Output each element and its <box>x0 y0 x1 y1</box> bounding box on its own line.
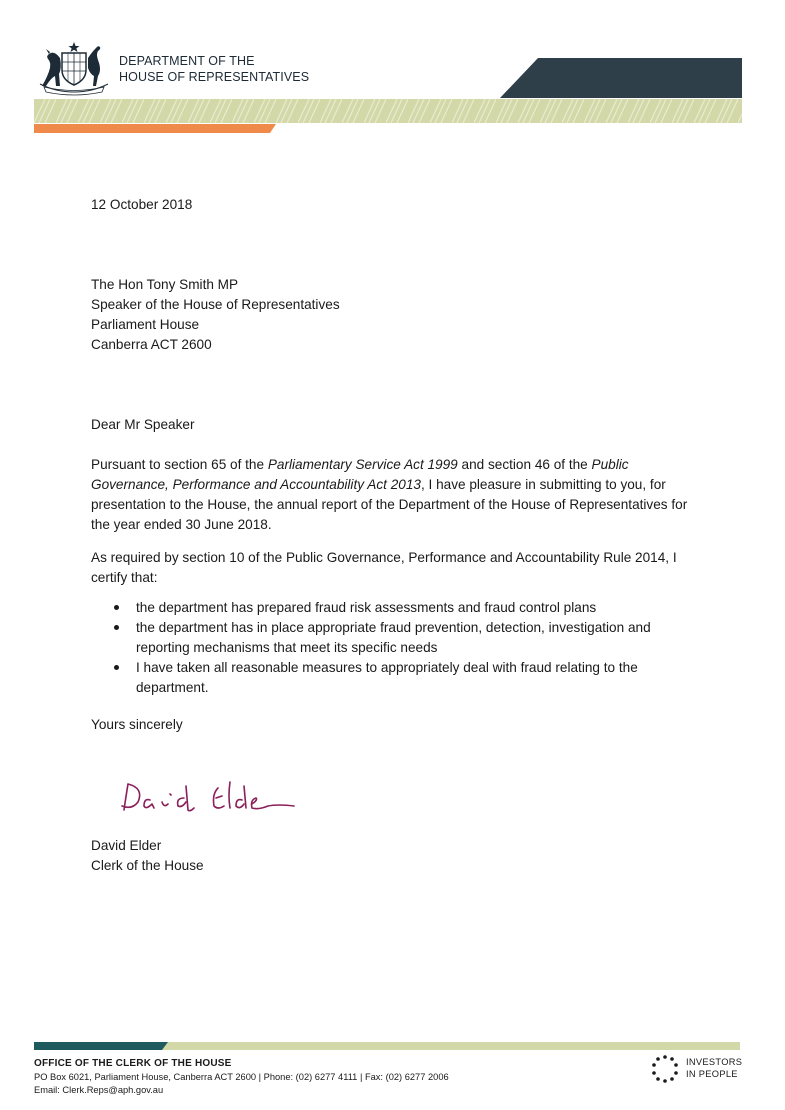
header-orange-stripe <box>34 124 276 133</box>
footer-decorative-band <box>34 1042 740 1050</box>
recipient-line: Parliament House <box>91 317 200 332</box>
para1-text: Pursuant to section 65 of the <box>91 457 268 472</box>
paragraph-certification: As required by section 10 of the Public Governance, Performance and Accountability Rule 2014, I certify that: <box>91 550 677 585</box>
investors-in-people-text <box>686 1056 742 1080</box>
salutation: Dear Mr Speaker <box>91 417 195 432</box>
header-decorative-band <box>34 99 742 123</box>
footer-contact <box>34 1057 449 1098</box>
recipient-address <box>91 275 340 355</box>
act-title-italic: Parliamentary Service Act 1999 <box>267 457 458 472</box>
list-item-text: I have taken all reasonable measures to appropriately deal with fraud relating to the department. <box>136 660 638 695</box>
signer-title: Clerk of the House <box>91 858 204 873</box>
department-line-1: DEPARTMENT OF THE <box>119 54 255 68</box>
list-item-text: the department has prepared fraud risk assessments and fraud control plans <box>136 600 597 615</box>
paragraph-submission <box>91 455 691 535</box>
list-item <box>91 598 691 618</box>
signer-name: David Elder <box>91 838 162 853</box>
recipient-line: The Hon Tony Smith MP <box>91 277 239 292</box>
act-title-italic: Public Governance, Performance and Accountability Act 2013 <box>91 457 629 492</box>
para1-text: , I have pleasure in submitting to you, for presentation to the House, the annual report of the Department of the House of Representatives for the year ended 30 June 2018. <box>91 477 688 532</box>
bullet-icon <box>114 605 119 610</box>
investors-in-people-logo-icon <box>650 1054 680 1084</box>
coat-of-arms-icon <box>36 40 112 96</box>
footer-email: Email: Clerk.Reps@aph.gov.au <box>34 1085 164 1095</box>
list-item-text: the department has in place appropriate fraud prevention, detection, investigation and reporting mechanisms that meet its specific needs <box>136 620 651 655</box>
handwritten-signature <box>118 776 298 820</box>
footer-address: PO Box 6021, Parliament House, Canberra ACT 2600 | Phone: (02) 6277 4111 | Fax: (02) 6277 2006 <box>34 1071 449 1082</box>
bullet-icon <box>114 625 119 630</box>
recipient-line: Speaker of the House of Representatives <box>91 297 340 312</box>
list-item <box>91 618 691 658</box>
footer-title: OFFICE OF THE CLERK OF THE HOUSE <box>34 1058 232 1069</box>
iip-line-2: IN PEOPLE <box>686 1069 738 1079</box>
recipient-line: Canberra ACT 2600 <box>91 337 212 352</box>
header-dark-block <box>500 58 742 98</box>
letter-date: 12 October 2018 <box>91 197 193 212</box>
department-line-2: HOUSE OF REPRESENTATIVES <box>119 70 310 84</box>
list-item <box>91 658 691 698</box>
para1-text: and section 46 of the <box>457 457 592 472</box>
iip-line-1: INVESTORS <box>686 1057 743 1067</box>
closing: Yours sincerely <box>91 717 183 732</box>
bullet-icon <box>114 665 119 670</box>
certification-list <box>91 598 691 698</box>
department-name <box>119 53 309 85</box>
signer-block <box>91 836 204 876</box>
